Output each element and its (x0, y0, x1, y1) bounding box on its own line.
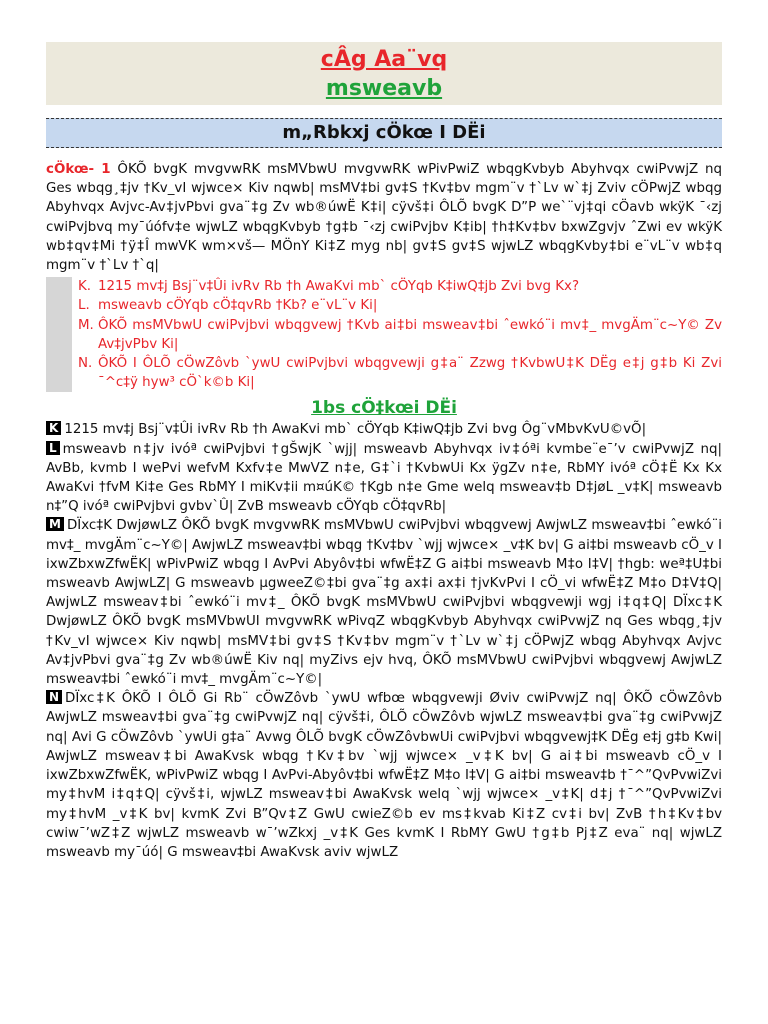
answer-paragraph (46, 516, 722, 689)
question-item-label: M. (78, 317, 94, 333)
answer-text: DÏxc‡K DwjøwLZ ÔKÕ bvgK mvgvwRK msMVbwU cwiPvjbvi wbqgvewj AwjwLZ msweav‡bi ˆewkó¨i mv‡_ mvgÄm¨c~Y©| AwjwLZ msweav‡bi wbqg †Kv‡bv `wjj wjwce× _v‡K bv| G ai‡bi msweavb cÖ_v I ixwZbxwZfwËK| wPivPwiZ wbqg I AvPvi Abyôv‡bi wfwË‡Z G ai‡bi msweavb M‡o I‡V| †hgb: weª‡U‡bi msweavb AwjwLZ| G msweavb µgweeZ©‡bi gva¨‡g ax‡i ax‡i †jvKvPvi I cÖ_vi wfwË‡Z M‡o D‡V‡Q| AwjwLZ msweav‡bi ˆewkó¨i mv‡_ ÔKÕ bvgK msMVbwU cwiPvjbvi wbqgvewji wgj i‡q‡Q| DÏxc‡K DwjøwLZ ÔKÕ bvgK msMVbwUI mvgvwRK wPivqZ wbqgKvbyb Abyhvqx cwiPvwjZ nq Ges wbqg¸‡jv †Kv_vI wjwce× Kiv nqwb| msMV‡bi gv‡S †Kv‡bv mgm¨v †`Lv w`‡j cÖPwjZ wbqg Abyhvqx Avjvc Av‡jvPbvi gva¨‡g Zv wb®úwË Kiv nq| myZivs ejv hvq, ÔKÕ msMVbwU cwiPvjbvi wbqgvewj AwjwLZ msweav‡bi ˆewkó¨i mv‡_ mvgÄm¨c~Y©| (46, 518, 722, 688)
question-number: cÖkœ- 1 (46, 162, 111, 177)
question-item-text: ÔKÕ msMVbwU cwiPvjbvi wbqgvewj †Kvb ai‡bi msweav‡bi ˆewkó¨i mv‡_ mvgÄm¨c~Y© Zv Av‡jvPbv Ki| (98, 317, 722, 352)
question-item-label: N. (78, 356, 93, 372)
answer-badge: K (46, 421, 61, 435)
question-item (78, 277, 722, 296)
chapter-subtitle: msweavb (325, 76, 443, 101)
answer-badge: L (46, 441, 60, 455)
answer-badge: M (46, 517, 64, 531)
question-item (78, 316, 722, 354)
question-stem-text: ÔKÕ bvgK mvgvwRK msMVbwU mvgvwRK wPivPwiZ wbqgKvbyb Abyhvqx cwiPvwjZ nq Ges wbqg¸‡jv †Kv_vI wjwce× Kiv nqwb| msMV‡bi gv‡S †Kv‡bv mgm¨v †`Lv w`‡j Zviv cÖPwjZ wbqg Abyhvqx Avjvc-Av‡jvPbvi gva¨‡g Zv wb®úwË K‡i| cÿvš‡i ÔLÕ bvgK D”P we`¨vj‡qi cÖavb wkÿK ¯‹zj cwiPvjbvq my¯úófv‡e wjwLZ wbqgKvbyb †g‡b ¯‹zj cwiPvjbv K‡ib| †h‡Kv‡bv bxwZgvjv ˆZwi ev wkÿK wb‡qv‡Mi †ÿ‡Î mwVK wm×vš— MÖnY Ki‡Z myg nb| gv‡S gv‡S wjwLZ wbqgKvby‡bi e¨vL¨v wb‡q mgm¨v †`Lv †`q| (46, 162, 722, 274)
answer-paragraph (46, 689, 722, 862)
answer-heading: 1bs cÖ‡kœi DËi (311, 398, 457, 419)
question-list (46, 277, 722, 392)
chapter-title: cÂg Aa¨vq (320, 47, 448, 72)
question-item-label: L. (78, 298, 90, 314)
answer-badge: N (46, 690, 62, 704)
document-page (46, 0, 722, 862)
question-item-label: K. (78, 279, 92, 295)
answer-text: msweavb n‡jv ivóª cwiPvjbvi †gŠwjK `wjj| msweavb Abyhvqx iv‡óªi kvmbe¨e¯’v cwiPvwjZ nq| AvBb, kvmb I wePvi wefvM Kxfv‡e MwVZ n‡e, G‡`i †KvbwUi Kx ÿgZv n‡e, RbMY ivóª cÖ‡Ë Kx Kx AwaKvi †fvM Ki‡e Ges RbMY I miKv‡ii m¤úK© †Kgb n‡e Gme welq msweav‡b D‡jøL _v‡K| msweavb n‡”Q ivóª cwiPvjbvi gvbv`Û| ZvB msweavb cÖYqb cÖ‡qvRb| (46, 441, 722, 515)
question-stem (46, 160, 722, 275)
question-item-text: 1215 mv‡j Bsj¨v‡Ûi ivRv Rb †h AwaKvi mb` cÖYqb K‡iwQ‡jb Zvi bvg Kx? (98, 279, 580, 295)
section-heading: m„Rbkxj cÖkœ I DËi (46, 118, 722, 148)
answer-paragraph (46, 420, 722, 439)
question-item-text: msweavb cÖYqb cÖ‡qvRb †Kb? e¨vL¨v Ki| (98, 298, 378, 314)
question-item (78, 296, 722, 315)
answer-text: DÏxc‡K ÔKÕ I ÔLÕ Gi Rb¨ cÖwZôvb `ywU wfbœ wbqgvewji Øviv cwiPvwjZ nq| ÔKÕ cÖwZôvb AwjwLZ msweav‡bi gva¨‡g cwiPvwjZ nq| cÿvš‡i, ÔLÕ cÖwZôvb wjwLZ msweav‡bi gva¨‡g cwiPvwjZ nq| Avi G cÖwZôvb `ywUi g‡a¨ Avwg ÔLÕ bvgK cÖwZôvbwUi cwiPvjbvi wbqgvewj‡K DËg e‡j g‡b Kwi| AwjwLZ msweav‡bi AwaKvsk wbqg †Kv‡bv `wjj wjwce× _v‡K bv| G ai‡bi msweavb cÖ_v I ixwZbxwZfwËK, wPivPwiZ wbqg I AvPvi-Abyôv‡bi wfwË‡Z M‡o I‡V| G ai‡bi msweav‡b †¯^”QvPvwiZvi my‡hvM i‡q‡Q| cÿvš‡i, wjwLZ msweav‡bi AwaKvsk welq `wjj wjwce× _v‡K| d‡j †¯^”QvPvwiZvi my‡hvM _v‡K bv| kvmK Zvi B”Qv‡Z GwU cwieZ©b ev ms‡kvab Ki‡Z cv‡i bv| ZvB †h‡Kv‡bv cwiw¯’wZ‡Z wjwLZ msweavb w¯’wZkxj _v‡K Ges kvmK I RbMY GwU †g‡b Pj‡Z eva¨ nq| wjwLZ msweavb my¯úó| G msweav‡bi AwaKvsk aviv wjwLZ (46, 691, 722, 860)
question-list-bar (46, 277, 72, 392)
question-item (78, 354, 722, 392)
question-item-text: ÔKÕ I ÔLÕ cÖwZôvb `ywU cwiPvjbvi wbqgvewji g‡a¨ Zzwg †KvbwU‡K DËg e‡j g‡b Ki Zvi ¯^c‡ÿ hyw³ cÖ`k©b Ki| (98, 356, 722, 391)
title-box (46, 42, 722, 105)
answer-paragraph (46, 440, 722, 517)
answer-text: 1215 mv‡j Bsj¨v‡Ûi ivRv Rb †h AwaKvi mb` cÖYqb K‡iwQ‡jb Zvi bvg Ôg¨vMbvKvU©vÕ| (64, 422, 647, 438)
